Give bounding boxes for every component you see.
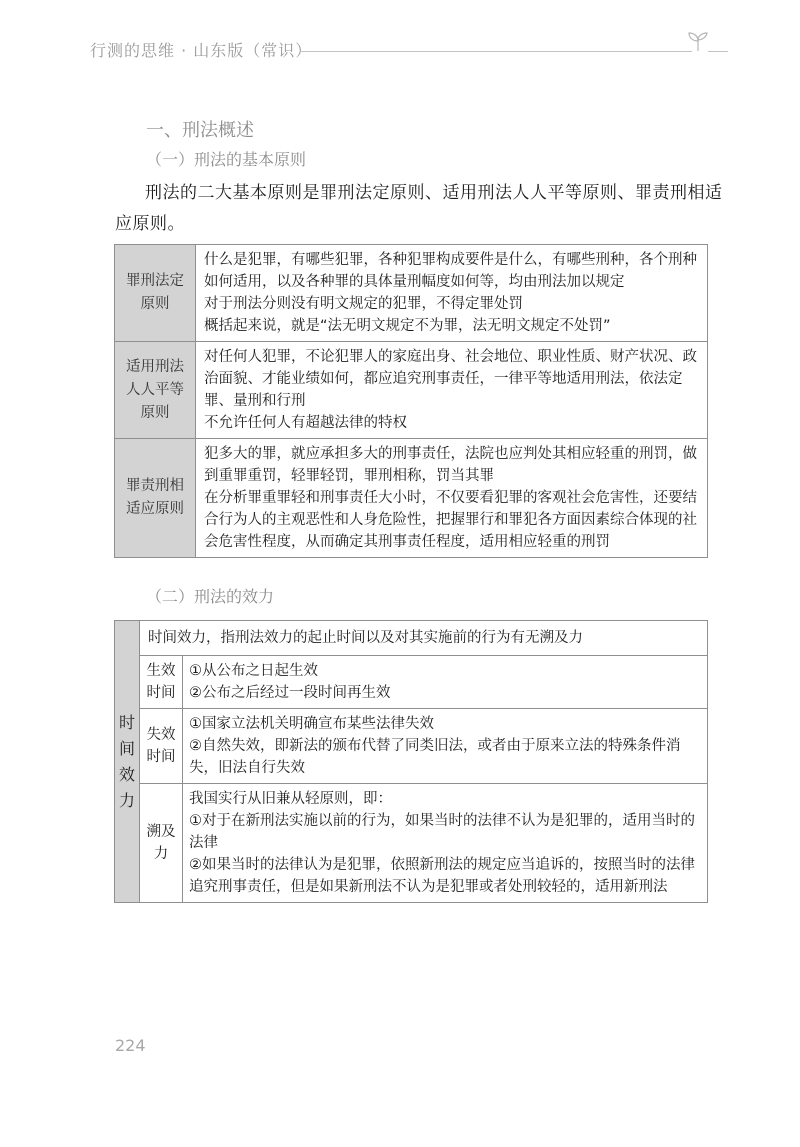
header-rule-right bbox=[708, 51, 728, 52]
content-line: ②如果当时的法律认为是犯罪，依照新刑法的规定应当追诉的，按照当时的法律追究刑事责任，但是如果新刑法不认为是犯罪或者处刑较轻的，适用新刑法 bbox=[189, 857, 695, 895]
effect-table bbox=[114, 620, 708, 903]
row-content bbox=[196, 439, 708, 558]
section-heading: 一、刑法概述 bbox=[146, 120, 254, 141]
table-row bbox=[115, 709, 708, 784]
row-label: 罪刑法定原则 bbox=[115, 245, 196, 342]
content-line: ②公布之后经过一段时间再生效 bbox=[189, 685, 391, 701]
side-label: 时间效力 bbox=[115, 621, 140, 903]
row-content bbox=[183, 656, 708, 709]
content-line: 什么是犯罪，有哪些犯罪，各种犯罪构成要件是什么，有哪些刑种，各个刑种如何适用，以及各种罪的具体量刑幅度如何等，均由刑法加以规定 bbox=[204, 252, 697, 290]
intro-paragraph: 刑法的二大基本原则是罪刑法定原则、适用刑法人人平等原则、罪责刑相适应原则。 bbox=[115, 183, 723, 234]
content-line: ①从公布之日起生效 bbox=[189, 663, 318, 679]
content-line: 对于刑法分则没有明文规定的犯罪，不得定罪处罚 bbox=[204, 296, 523, 312]
table-row bbox=[115, 439, 708, 558]
row-label: 罪责刑相适应原则 bbox=[115, 439, 196, 558]
row-label: 溯及力 bbox=[140, 784, 183, 903]
table-row bbox=[115, 342, 708, 439]
content-line: ①对于在新刑法实施以前的行为，如果当时的法律不认为是犯罪的，适用当时的法律 bbox=[189, 813, 695, 851]
header-title: 行测的思维 · 山东版（常识） bbox=[90, 41, 313, 60]
row-content bbox=[196, 342, 708, 439]
subsection-heading-principles: （一）刑法的基本原则 bbox=[146, 150, 307, 169]
content-line: 我国实行从旧兼从轻原则，即： bbox=[189, 791, 392, 807]
content-line: ①国家立法机关明确宣布某些法律失效 bbox=[189, 716, 434, 732]
header-rule bbox=[300, 51, 692, 52]
content-line: 在分析罪重罪轻和刑事责任大小时，不仅要看犯罪的客观社会危害性，还要结合行为人的主观恶性和人身危险性，把握罪行和罪犯各方面因素综合体现的社会危害性程度，从而确定其刑事责任程度，适用相应轻重的刑罚 bbox=[204, 490, 697, 550]
intro-cell: 时间效力，指刑法效力的起止时间以及对其实施前的行为有无溯及力 bbox=[140, 621, 708, 656]
table-row bbox=[115, 784, 708, 903]
content-line: 不允许任何人有超越法律的特权 bbox=[204, 415, 407, 431]
row-content bbox=[183, 709, 708, 784]
content-line: 概括起来说，就是“法无明文规定不为罪，法无明文规定不处罚” bbox=[204, 318, 611, 334]
content-line: 对任何人犯罪，不论犯罪人的家庭出身、社会地位、职业性质、财产状况、政治面貌、才能业绩如何，都应追究刑事责任，一律平等地适用刑法，依法定罪、量刑和行刑 bbox=[204, 349, 697, 409]
table-row bbox=[115, 621, 708, 656]
row-label: 适用刑法人人平等原则 bbox=[115, 342, 196, 439]
content-line: ②自然失效，即新法的颁布代替了同类旧法，或者由于原来立法的特殊条件消失，旧法自行失效 bbox=[189, 738, 681, 776]
row-label: 生效时间 bbox=[140, 656, 183, 709]
table-row bbox=[115, 245, 708, 342]
table-row bbox=[115, 656, 708, 709]
content-line: 犯多大的罪，就应承担多大的刑事责任，法院也应判处其相应轻重的刑罚，做到重罪重罚，轻罪轻罚，罪刑相称，罚当其罪 bbox=[204, 446, 697, 484]
page-number: 224 bbox=[115, 1036, 146, 1055]
sprout-icon bbox=[687, 30, 709, 52]
row-label: 失效时间 bbox=[140, 709, 183, 784]
principles-table bbox=[114, 244, 708, 558]
row-content bbox=[196, 245, 708, 342]
row-content bbox=[183, 784, 708, 903]
subsection-heading-effect: （二）刑法的效力 bbox=[146, 587, 275, 606]
